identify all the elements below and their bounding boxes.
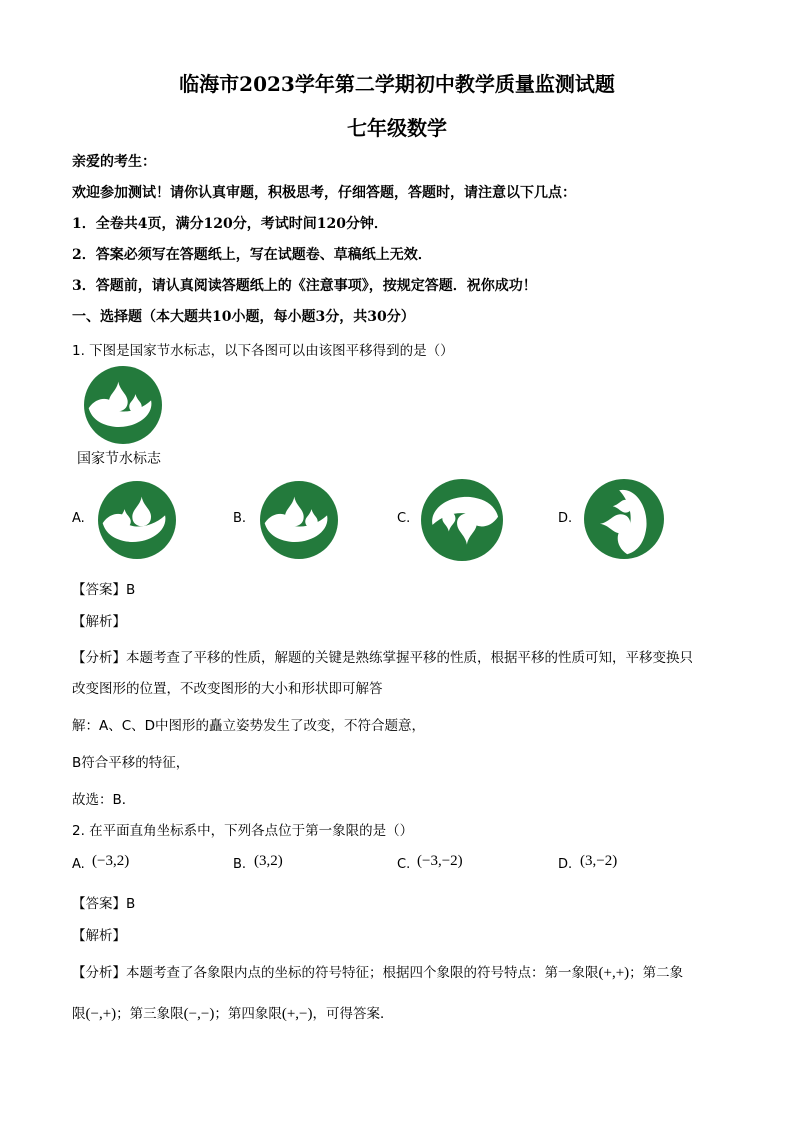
quadrant-2-sign: (−,+) [85, 1006, 117, 1022]
q2-analysis-text-2b: ；第三象限 [116, 1006, 184, 1022]
q2-option-a-label: A. [72, 857, 85, 872]
q1-option-d-label: D. [558, 511, 573, 526]
q1-solution-1: 解：A、C、D中图形的矗立姿势发生了改变，不符合题意， [72, 718, 426, 734]
page-subtitle: 七年级数学 [347, 116, 447, 140]
q1-option-c-label: C. [397, 511, 411, 526]
note-3: 3．答题前，请认真阅读答题纸上的《注意事项》，按规定答题．祝你成功！ [72, 278, 537, 294]
q2-option-a-value[interactable]: (−3,2) [92, 853, 130, 869]
quadrant-4-sign: (+,−) [281, 1006, 313, 1022]
q2-analysis-text-2c: ；第四象限 [214, 1006, 282, 1022]
q1-analysis-line-2: 改变图形的位置，不改变图形的大小和形状即可解答 [72, 681, 383, 697]
q2-answer: 【答案】B [72, 896, 136, 912]
water-saving-logo [84, 366, 162, 444]
logo-caption: 国家节水标志 [77, 451, 161, 467]
page-title: 临海市2023学年第二学期初中教学质量监测试题 [179, 72, 615, 96]
q2-analysis-label: 【解析】 [72, 928, 126, 944]
q1-option-b-image[interactable] [260, 481, 338, 559]
q1-option-d-image[interactable] [584, 479, 664, 559]
quadrant-1-sign: (+,+) [598, 965, 630, 981]
question-2-stem: 2. 在平面直角坐标系中，下列各点位于第一象限的是（） [72, 823, 414, 839]
q1-analysis-label: 【解析】 [72, 614, 126, 630]
q2-analysis-text-2a: 限 [72, 1006, 86, 1022]
q2-analysis-text-2d: ，可得答案． [312, 1006, 394, 1022]
q2-option-b-label: B. [233, 857, 247, 872]
welcome-text: 欢迎参加测试！请你认真审题，积极思考，仔细答题，答题时，请注意以下几点： [72, 185, 576, 201]
q1-answer: 【答案】B [72, 582, 136, 598]
q1-option-a-image[interactable] [98, 481, 176, 559]
q2-option-c-value[interactable]: (−3,−2) [417, 853, 463, 869]
note-1: 1．全卷共4页，满分120分，考试时间120分钟． [72, 216, 388, 232]
q2-option-d-value[interactable]: (3,−2) [580, 853, 618, 869]
question-1-stem: 1. 下图是国家节水标志，以下各图可以由该图平移得到的是（） [72, 343, 454, 359]
q2-analysis-line-1 [72, 961, 683, 982]
q2-analysis-text-1b: ；第二象 [629, 965, 684, 981]
quadrant-3-sign: (−,−) [183, 1006, 215, 1022]
q1-solution-3: 故选：B． [72, 792, 136, 808]
q1-option-c-image[interactable] [421, 479, 503, 561]
q2-option-b-value[interactable]: (3,2) [254, 853, 283, 869]
section-heading: 一、选择题（本大题共10小题，每小题3分，共30分） [72, 309, 415, 325]
q1-solution-2: B符合平移的特征， [72, 755, 190, 771]
q1-analysis-line-1: 【分析】本题考查了平移的性质，解题的关键是熟练掌握平移的性质，根据平移的性质可知，平移变换只 [72, 650, 693, 666]
note-2: 2．答案必须写在答题纸上，写在试题卷、草稿纸上无效． [72, 247, 432, 263]
q2-analysis-text-1a: 【分析】本题考查了各象限内点的坐标的符号特征；根据四个象限的符号特点：第一象限 [72, 965, 599, 981]
q1-option-a-label: A. [72, 511, 85, 526]
greeting: 亲爱的考生： [72, 154, 156, 170]
q2-option-d-label: D. [558, 857, 573, 872]
q2-option-c-label: C. [397, 857, 411, 872]
q1-option-b-label: B. [233, 511, 247, 526]
q2-analysis-line-2 [72, 1002, 394, 1023]
